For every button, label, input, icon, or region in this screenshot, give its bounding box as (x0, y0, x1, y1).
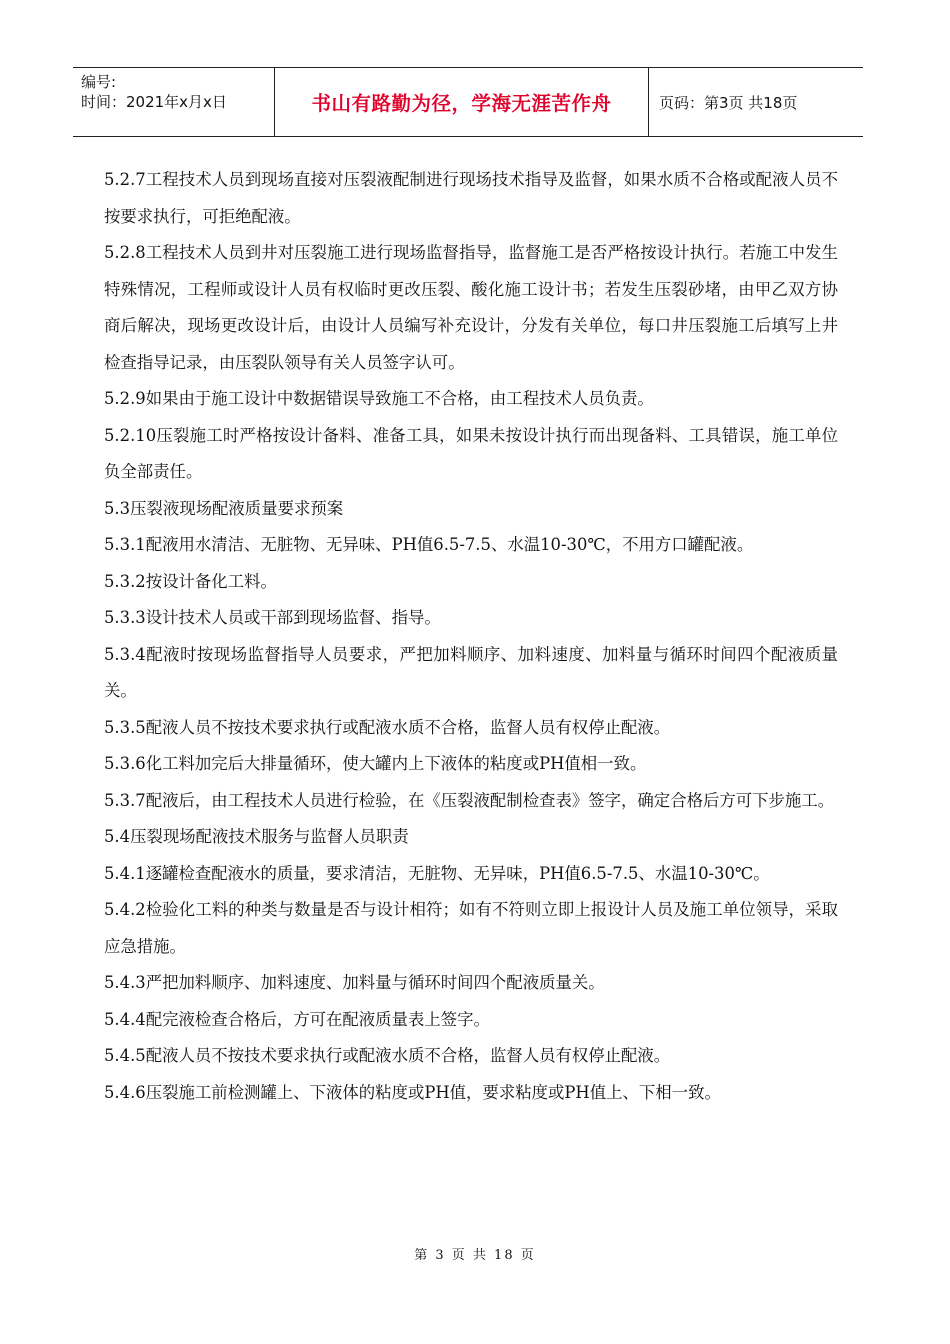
paragraph-5-3-6: 5.3.6化工料加完后大排量循环，使大罐内上下液体的粘度或PH值相一致。 (104, 754, 647, 773)
paragraph-5-3-4: 5.3.4配液时按现场监督指导人员要求，严把加料顺序、加料速度、加料量与循环时间四个配液质量关。 (104, 644, 838, 700)
paragraph-5-2-10: 5.2.10压裂施工时严格按设计备料、准备工具，如果未按设计执行而出现备料、工具错误，施工单位负全部责任。 (104, 425, 838, 481)
section-heading-5-3: 5.3压裂液现场配液质量要求预案 (104, 498, 344, 518)
document-time-label: 时间：2021年x月x日 (81, 93, 227, 111)
paragraph-5-2-9: 5.2.9如果由于施工设计中数据错误导致施工不合格，由工程技术人员负责。 (104, 389, 654, 408)
document-body (104, 162, 838, 1111)
paragraph-5-4-4: 5.4.4配完液检查合格后，方可在配液质量表上签字。 (104, 1009, 490, 1029)
paragraph-5-3-2: 5.3.2按设计备化工料。 (104, 571, 277, 591)
section-heading-5-4: 5.4压裂现场配液技术服务与监督人员职责 (104, 827, 409, 846)
header-page-code (649, 68, 863, 136)
paragraph-5-2-8: 5.2.8工程技术人员到井对压裂施工进行现场监督指导，监督施工是否严格按设计执行。若施工中发生特殊情况，工程师或设计人员有权临时更改压裂、酸化施工设计书；若发生压裂砂堵，由甲乙双方协商后解决，现场更改设计后，由设计人员编写补充设计，分发有关单位，每口井压裂施工后填写上井检查指导记录，由压裂队领导有关人员签字认可。 (104, 243, 838, 372)
header-meta (73, 68, 275, 136)
paragraph-5-3-7: 5.3.7配液后，由工程技术人员进行检验，在《压裂液配制检查表》签字，确定合格后方可下步施工。 (104, 790, 835, 810)
page-footer (0, 1244, 950, 1263)
page-header (73, 67, 863, 137)
footer-page-number: 第 3 页 共 18 页 (414, 1248, 536, 1263)
paragraph-5-4-6: 5.4.6压裂施工前检测罐上、下液体的粘度或PH值，要求粘度或PH值上、下相一致。 (104, 1082, 721, 1102)
paragraph-5-4-5: 5.4.5配液人员不按技术要求执行或配液水质不合格，监督人员有权停止配液。 (104, 1046, 671, 1065)
header-slogan: 书山有路勤为径，学海无涯苦作舟 (311, 92, 612, 115)
paragraph-5-3-5: 5.3.5配液人员不按技术要求执行或配液水质不合格，监督人员有权停止配液。 (104, 717, 671, 737)
document-number-label: 编号: (81, 73, 117, 91)
paragraph-5-4-2: 5.4.2检验化工料的种类与数量是否与设计相符；如有不符则立即上报设计人员及施工单位领导，采取应急措施。 (104, 900, 838, 956)
paragraph-5-2-7: 5.2.7工程技术人员到现场直接对压裂液配制进行现场技术指导及监督，如果水质不合格或配液人员不按要求执行，可拒绝配液。 (104, 170, 838, 226)
paragraph-5-4-3: 5.4.3严把加料顺序、加料速度、加料量与循环时间四个配液质量关。 (104, 973, 605, 992)
header-slogan-cell (275, 68, 649, 136)
paragraph-5-3-1: 5.3.1配液用水清洁、无脏物、无异味、PH值6.5-7.5、水温10-30℃，不用方口罐配液。 (104, 535, 754, 554)
paragraph-5-3-3: 5.3.3设计技术人员或干部到现场监督、指导。 (104, 608, 441, 627)
page-code-text: 页码：第3页 共18页 (659, 93, 798, 112)
paragraph-5-4-1: 5.4.1逐罐检查配液水的质量，要求清洁，无脏物、无异味，PH值6.5-7.5、水温10-30℃。 (104, 863, 770, 883)
